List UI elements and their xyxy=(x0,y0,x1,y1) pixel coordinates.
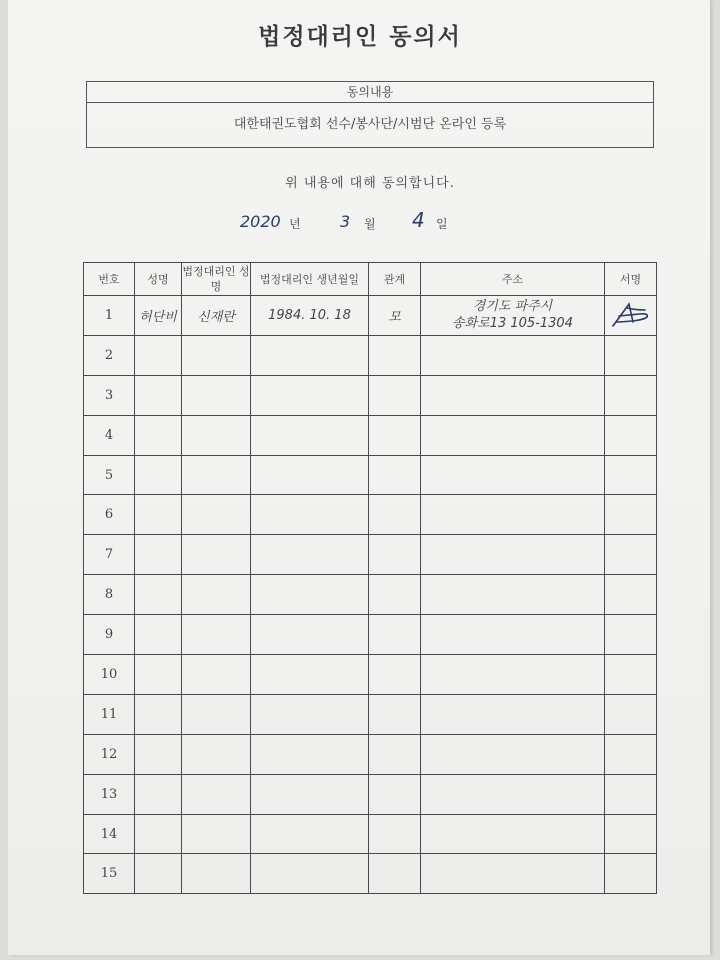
cell-name xyxy=(135,655,182,695)
cell-number: 2 xyxy=(84,335,135,375)
cell-guardian-birth xyxy=(251,694,369,734)
cell-number: 8 xyxy=(84,575,135,615)
cell-number: 11 xyxy=(84,694,135,734)
cell-signature xyxy=(605,335,657,375)
date-month: 3 xyxy=(340,212,351,231)
cell-signature xyxy=(605,415,657,455)
cell-name xyxy=(135,774,182,814)
cell-relation: 모 xyxy=(369,296,421,336)
cell-guardian-name xyxy=(182,455,251,495)
cell-number: 15 xyxy=(84,854,135,894)
cell-guardian-name xyxy=(182,535,251,575)
cell-name xyxy=(135,734,182,774)
cell-address xyxy=(421,575,605,615)
cell-guardian-name xyxy=(182,655,251,695)
cell-guardian-name xyxy=(182,694,251,734)
table-row xyxy=(84,655,657,695)
table-row xyxy=(84,575,657,615)
cell-signature xyxy=(605,455,657,495)
table-body xyxy=(84,296,657,894)
table-row xyxy=(84,814,657,854)
cell-number: 14 xyxy=(84,814,135,854)
cell-name xyxy=(135,455,182,495)
cell-relation xyxy=(369,655,421,695)
cell-address xyxy=(421,296,605,336)
cell-address xyxy=(421,734,605,774)
cell-name xyxy=(135,375,182,415)
cell-number: 1 xyxy=(84,296,135,336)
cell-relation xyxy=(369,455,421,495)
cell-name xyxy=(135,415,182,455)
cell-signature xyxy=(605,774,657,814)
header-name: 성명 xyxy=(135,263,182,296)
cell-address xyxy=(421,375,605,415)
table-row xyxy=(84,535,657,575)
cell-guardian-birth xyxy=(251,655,369,695)
date-year-label: 년 xyxy=(289,217,301,231)
cell-relation xyxy=(369,375,421,415)
cell-address xyxy=(421,415,605,455)
cell-name xyxy=(135,694,182,734)
agreement-statement: 위 내용에 대해 동의합니다. xyxy=(285,176,455,191)
cell-name xyxy=(135,854,182,894)
cell-relation xyxy=(369,854,421,894)
cell-guardian-name xyxy=(182,575,251,615)
cell-signature xyxy=(605,615,657,655)
cell-address xyxy=(421,655,605,695)
cell-address xyxy=(421,335,605,375)
cell-name xyxy=(135,495,182,535)
cell-name xyxy=(135,814,182,854)
cell-guardian-name xyxy=(182,774,251,814)
consent-content-box xyxy=(86,81,654,148)
cell-signature xyxy=(605,814,657,854)
cell-number: 6 xyxy=(84,495,135,535)
cell-number: 4 xyxy=(84,415,135,455)
cell-guardian-birth xyxy=(251,774,369,814)
cell-guardian-name xyxy=(182,734,251,774)
cell-guardian-name xyxy=(182,375,251,415)
table-row xyxy=(84,615,657,655)
cell-guardian-name xyxy=(182,335,251,375)
cell-number: 7 xyxy=(84,535,135,575)
cell-address xyxy=(421,774,605,814)
table-row xyxy=(84,694,657,734)
cell-guardian-birth xyxy=(251,335,369,375)
handwritten-signature xyxy=(609,300,653,330)
cell-relation xyxy=(369,774,421,814)
cell-guardian-birth xyxy=(251,455,369,495)
table-row xyxy=(84,774,657,814)
header-signature: 서명 xyxy=(605,263,657,296)
cell-signature xyxy=(605,694,657,734)
cell-relation xyxy=(369,335,421,375)
cell-guardian-birth xyxy=(251,535,369,575)
cell-guardian-name xyxy=(182,495,251,535)
consent-heading: 동의내용 xyxy=(87,82,653,103)
address-line-2: 송화로13 105-1304 xyxy=(452,316,573,332)
cell-guardian-birth xyxy=(251,734,369,774)
cell-guardian-birth xyxy=(251,854,369,894)
table-row xyxy=(84,854,657,894)
table-row xyxy=(84,734,657,774)
cell-guardian-birth xyxy=(251,814,369,854)
date-month-label: 월 xyxy=(364,217,376,231)
cell-number: 5 xyxy=(84,455,135,495)
table-row xyxy=(84,335,657,375)
cell-guardian-birth xyxy=(251,375,369,415)
cell-relation xyxy=(369,734,421,774)
table-row xyxy=(84,375,657,415)
table-row xyxy=(84,296,657,336)
header-relation: 관계 xyxy=(369,263,421,296)
cell-signature xyxy=(605,655,657,695)
date-day: 4 xyxy=(412,208,425,232)
table-row xyxy=(84,455,657,495)
date-day-label: 일 xyxy=(436,217,448,231)
cell-address xyxy=(421,694,605,734)
cell-guardian-birth xyxy=(251,575,369,615)
cell-signature xyxy=(605,575,657,615)
address-line-1: 경기도 파주시 xyxy=(472,299,553,315)
cell-signature xyxy=(605,854,657,894)
cell-address xyxy=(421,535,605,575)
cell-number: 12 xyxy=(84,734,135,774)
cell-address xyxy=(421,814,605,854)
consent-content-text: 대한태권도협회 선수/봉사단/시범단 온라인 등록 xyxy=(233,117,507,132)
cell-guardian-name xyxy=(182,615,251,655)
cell-relation xyxy=(369,814,421,854)
cell-address xyxy=(421,455,605,495)
cell-name xyxy=(135,575,182,615)
guardian-consent-table xyxy=(83,262,657,894)
cell-relation xyxy=(369,495,421,535)
cell-address xyxy=(421,615,605,655)
table-row xyxy=(84,495,657,535)
cell-number: 3 xyxy=(84,375,135,415)
document-title: 법정대리인 동의서 xyxy=(258,23,462,50)
cell-number: 9 xyxy=(84,615,135,655)
cell-relation xyxy=(369,415,421,455)
cell-name xyxy=(135,615,182,655)
header-number: 번호 xyxy=(84,263,135,296)
cell-signature xyxy=(605,734,657,774)
cell-name xyxy=(135,535,182,575)
cell-address xyxy=(421,495,605,535)
cell-guardian-name xyxy=(182,814,251,854)
cell-guardian-name xyxy=(182,854,251,894)
cell-guardian-birth: 1984. 10. 18 xyxy=(251,296,369,336)
cell-signature xyxy=(605,375,657,415)
cell-guardian-birth xyxy=(251,495,369,535)
cell-signature xyxy=(605,495,657,535)
table-row xyxy=(84,415,657,455)
cell-number: 13 xyxy=(84,774,135,814)
date-year: 2020 xyxy=(240,212,281,231)
cell-relation xyxy=(369,694,421,734)
header-address: 주소 xyxy=(421,263,605,296)
cell-relation xyxy=(369,535,421,575)
cell-relation xyxy=(369,615,421,655)
date-line xyxy=(0,208,720,238)
cell-relation xyxy=(369,575,421,615)
cell-signature xyxy=(605,535,657,575)
cell-name xyxy=(135,335,182,375)
cell-address xyxy=(421,854,605,894)
header-guardian-birth: 법정대리인 생년월일 xyxy=(251,263,369,296)
cell-number: 10 xyxy=(84,655,135,695)
cell-guardian-name xyxy=(182,415,251,455)
table-header-row xyxy=(84,263,657,296)
cell-guardian-birth xyxy=(251,415,369,455)
cell-name: 허단비 xyxy=(135,296,182,336)
cell-signature xyxy=(605,296,657,336)
header-guardian-name: 법정대리인 성명 xyxy=(182,263,251,296)
cell-guardian-birth xyxy=(251,615,369,655)
cell-guardian-name: 신재란 xyxy=(182,296,251,336)
